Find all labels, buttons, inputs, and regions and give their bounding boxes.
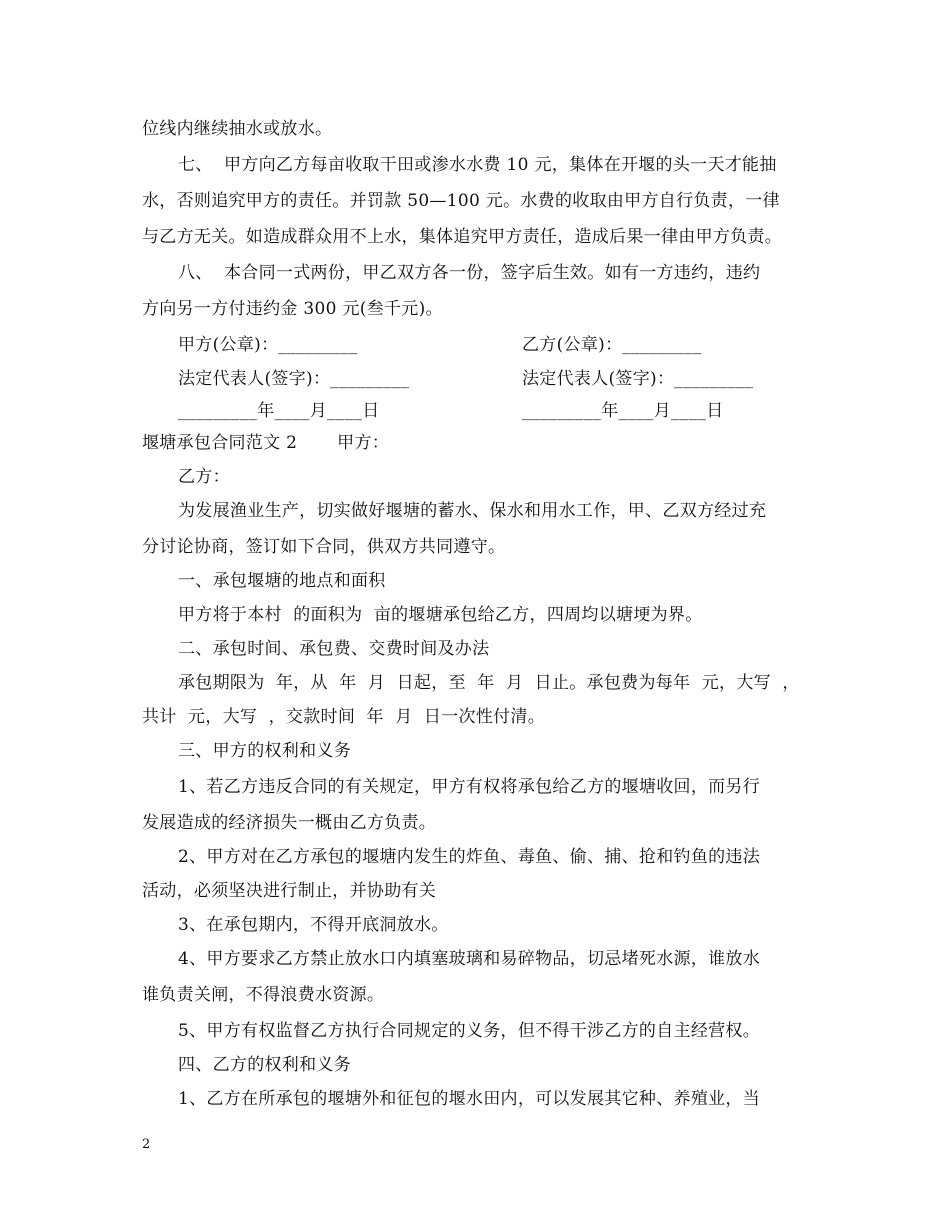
- text-line: 七、 甲方向乙方每亩收取干田或渗水水费 10 元，集体在开堰的头一天才能抽: [178, 155, 777, 175]
- text-line: 位线内继续抽水或放水。: [142, 119, 333, 139]
- party-b-representative: 法定代表人(签字)：_________: [522, 369, 754, 389]
- clause-heading: 二、承包时间、承包费、交费时间及办法: [178, 639, 490, 659]
- text-line: 4、甲方要求乙方禁止放水口内填塞玻璃和易碎物品，切忌堵死水源，谁放水: [178, 949, 761, 969]
- page-number: 2: [142, 1137, 151, 1152]
- clause-heading: 一、承包堰塘的地点和面积: [178, 571, 386, 591]
- text-line: 为发展渔业生产，切实做好堰塘的蓄水、保水和用水工作，甲、乙双方经过充: [178, 501, 767, 521]
- text-line: 3、在承包期内，不得开底洞放水。: [178, 915, 449, 935]
- party-b-seal: 乙方(公章)：_________: [522, 335, 702, 355]
- party-a-representative: 法定代表人(签字)：_________: [178, 369, 410, 389]
- party-a-seal: 甲方(公章)：_________: [178, 335, 358, 355]
- text-line: 5、甲方有权监督乙方执行合同规定的义务，但不得干涉乙方的自主经营权。: [178, 1021, 761, 1041]
- text-line: 谁负责关闸，不得浪费水资源。: [142, 985, 385, 1005]
- text-line: 承包期限为 年，从 年 月 日起，至 年 月 日止。承包费为每年 元，大写 ，: [178, 673, 800, 693]
- text-line: 活动，必须坚决进行制止，并协助有关: [142, 881, 437, 901]
- text-line: 1、若乙方违反合同的有关规定，甲方有权将承包给乙方的堰塘收回，而另行: [178, 777, 761, 797]
- text-line: 2、甲方对在乙方承包的堰塘内发生的炸鱼、毒鱼、偷、捕、抢和钓鱼的违法: [178, 847, 761, 867]
- text-line: 甲方将于本村 的面积为 亩的堰塘承包给乙方，四周均以塘埂为界。: [178, 605, 703, 625]
- party-a-date: _________年____月____日: [178, 401, 380, 421]
- party-b-date: _________年____月____日: [522, 401, 724, 421]
- text-line: 与乙方无关。如造成群众用不上水，集体追究甲方责任，造成后果一律由甲方负责。: [142, 227, 783, 247]
- text-line: 发展造成的经济损失一概由乙方负责。: [142, 813, 437, 833]
- text-line: 水，否则追究甲方的责任。并罚款 50—100 元。水费的收取由甲方自行负责，一律: [142, 191, 780, 211]
- clause-heading: 三、甲方的权利和义务: [178, 741, 351, 761]
- text-line: 1、乙方在所承包的堰塘外和征包的堰水田内，可以发展其它种、养殖业，当: [178, 1089, 761, 1109]
- section-title: 堰塘承包合同范文 2 甲方：: [142, 433, 390, 453]
- text-line: 八、 本合同一式两份，甲乙双方各一份，签字后生效。如有一方违约，违约: [178, 263, 761, 283]
- text-line: 乙方：: [178, 467, 230, 487]
- text-line: 分讨论协商，签订如下合同，供双方共同遵守。: [142, 537, 506, 557]
- text-line: 共计 元，大写 ，交款时间 年 月 日一次性付清。: [142, 707, 546, 727]
- clause-heading: 四、乙方的权利和义务: [178, 1055, 351, 1075]
- text-line: 方向另一方付违约金 300 元(叁千元)。: [142, 299, 443, 319]
